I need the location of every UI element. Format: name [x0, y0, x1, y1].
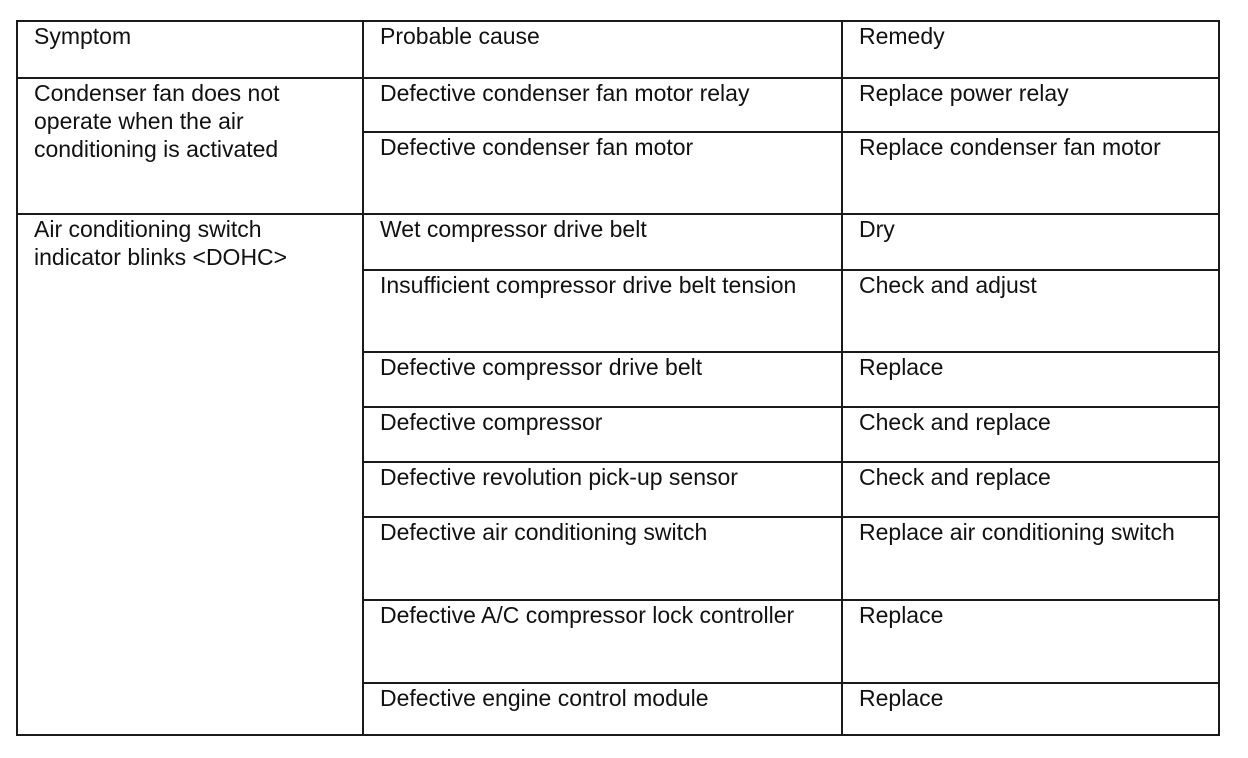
cause-cell: Wet compressor drive belt — [363, 214, 842, 270]
remedy-cell: Check and adjust — [842, 270, 1219, 352]
cause-cell: Defective engine control module — [363, 683, 842, 735]
table-row — [17, 214, 1219, 270]
remedy-cell: Replace power relay — [842, 78, 1219, 132]
cause-cell: Defective air conditioning switch — [363, 517, 842, 600]
cause-cell: Defective condenser fan motor — [363, 132, 842, 214]
cause-cell: Defective compressor — [363, 407, 842, 462]
cause-cell: Insufficient compressor drive belt tension — [363, 270, 842, 352]
remedy-cell: Replace — [842, 352, 1219, 407]
remedy-cell: Replace — [842, 600, 1219, 683]
table-row — [17, 78, 1219, 132]
remedy-cell: Replace air conditioning switch — [842, 517, 1219, 600]
symptom-cell: Condenser fan does not operate when the air conditioning is activated — [17, 78, 363, 214]
remedy-cell: Check and replace — [842, 462, 1219, 517]
cause-cell: Defective A/C compressor lock controller — [363, 600, 842, 683]
remedy-cell: Replace condenser fan motor — [842, 132, 1219, 214]
cause-cell: Defective condenser fan motor relay — [363, 78, 842, 132]
header-probable-cause: Probable cause — [363, 21, 842, 78]
table-header-row — [17, 21, 1219, 78]
remedy-cell: Dry — [842, 214, 1219, 270]
header-symptom: Symptom — [17, 21, 363, 78]
remedy-cell: Replace — [842, 683, 1219, 735]
cause-cell: Defective compressor drive belt — [363, 352, 842, 407]
symptom-cell: Air conditioning switch indicator blinks <DOHC> — [17, 214, 363, 735]
header-remedy: Remedy — [842, 21, 1219, 78]
cause-cell: Defective revolution pick-up sensor — [363, 462, 842, 517]
troubleshooting-table — [16, 20, 1220, 736]
remedy-cell: Check and replace — [842, 407, 1219, 462]
